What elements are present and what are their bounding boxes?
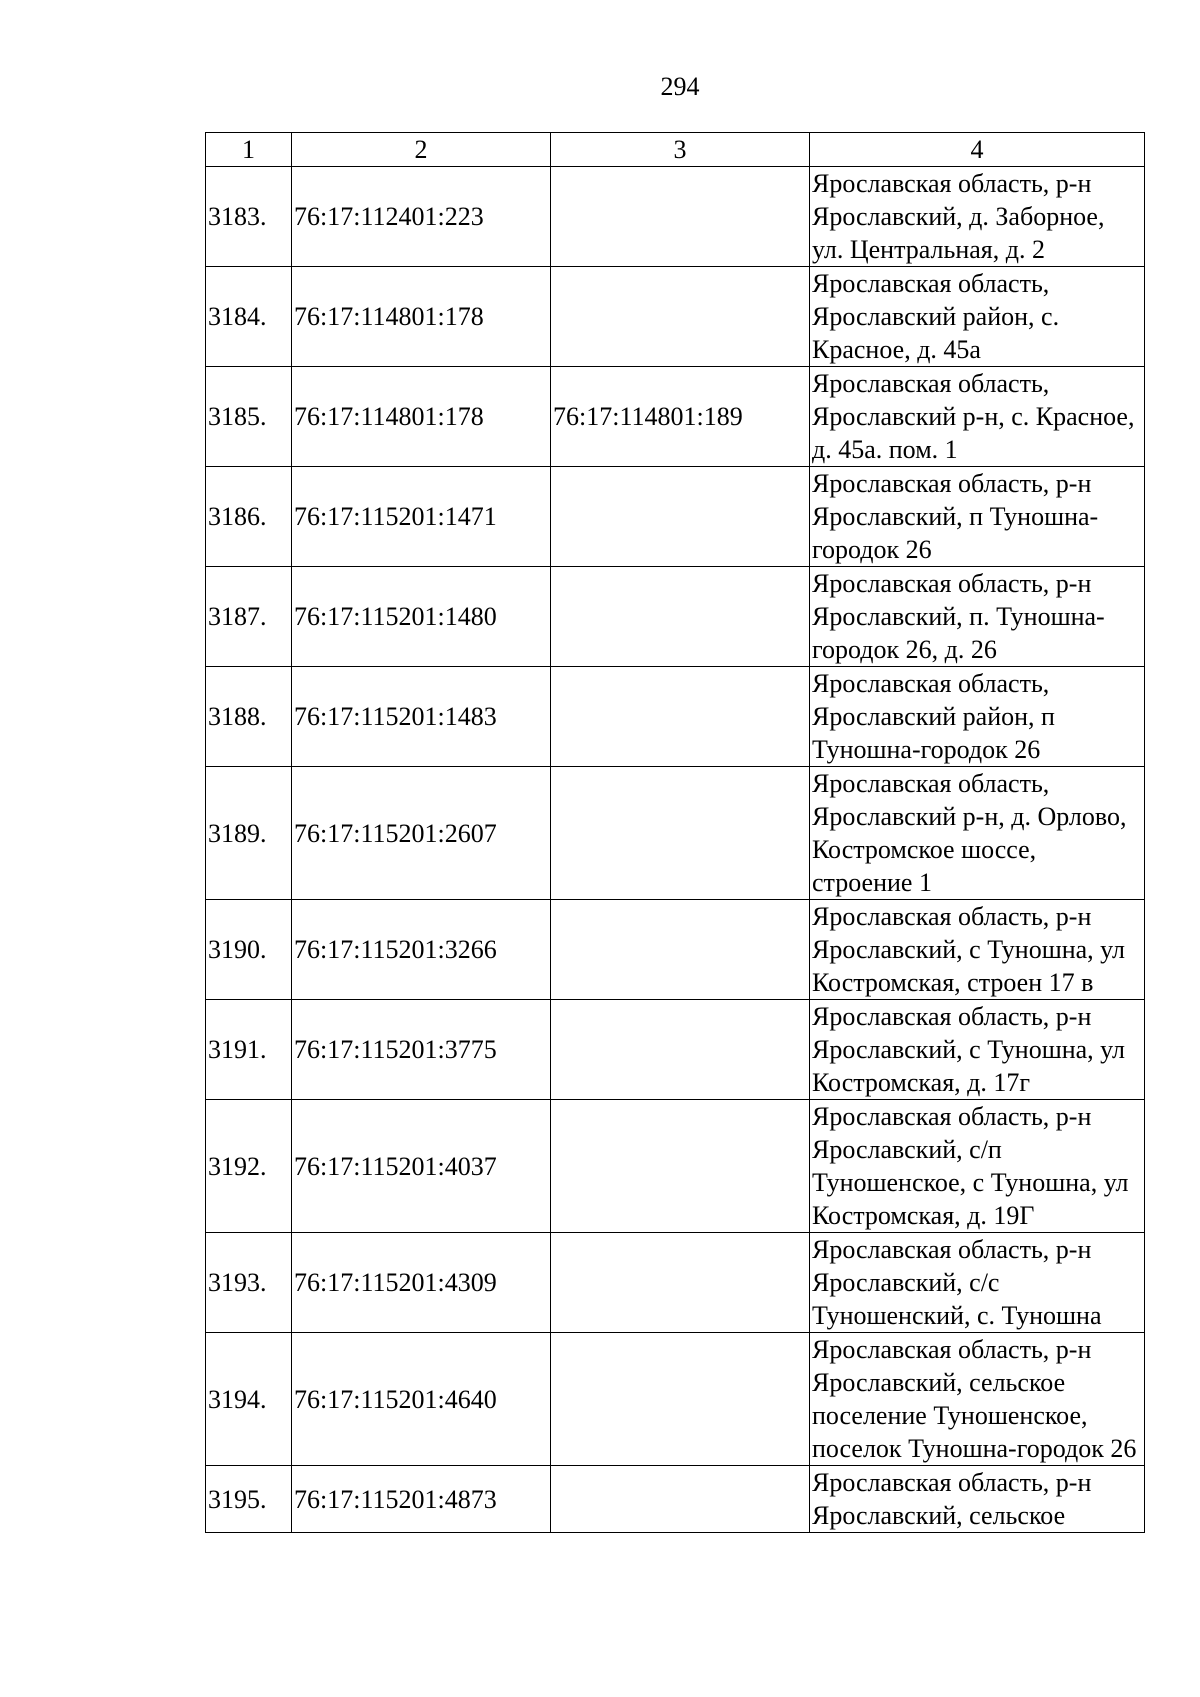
cadastral-number: 76:17:115201:1483 bbox=[292, 667, 551, 767]
cadastral-number: 76:17:115201:4640 bbox=[292, 1333, 551, 1466]
row-number: 3190. bbox=[206, 900, 292, 1000]
cadastral-number: 76:17:115201:4037 bbox=[292, 1100, 551, 1233]
address: Ярославская область, р-н Ярославский, сельское bbox=[810, 1466, 1145, 1533]
header-cell-2: 2 bbox=[292, 133, 551, 167]
row-number: 3194. bbox=[206, 1333, 292, 1466]
cadastral-number: 76:17:115201:3775 bbox=[292, 1000, 551, 1100]
related-cadastral-number bbox=[551, 1333, 810, 1466]
table-row bbox=[206, 1333, 1145, 1466]
table-row bbox=[206, 1100, 1145, 1233]
related-cadastral-number bbox=[551, 1466, 810, 1533]
row-number: 3191. bbox=[206, 1000, 292, 1100]
table-row bbox=[206, 900, 1145, 1000]
row-number: 3184. bbox=[206, 267, 292, 367]
related-cadastral-number bbox=[551, 167, 810, 267]
cadastral-number: 76:17:115201:4873 bbox=[292, 1466, 551, 1533]
related-cadastral-number bbox=[551, 467, 810, 567]
row-number: 3186. bbox=[206, 467, 292, 567]
row-number: 3183. bbox=[206, 167, 292, 267]
header-row bbox=[206, 133, 1145, 167]
header-cell-4: 4 bbox=[810, 133, 1145, 167]
address: Ярославская область, Ярославский р-н, д. Орлово, Костромское шоссе, строение 1 bbox=[810, 767, 1145, 900]
cadastral-number: 76:17:115201:4309 bbox=[292, 1233, 551, 1333]
address: Ярославская область, р-н Ярославский, с Туношна, ул Костромская, д. 17г bbox=[810, 1000, 1145, 1100]
registry-table bbox=[205, 132, 1145, 1533]
row-number: 3189. bbox=[206, 767, 292, 900]
address: Ярославская область, р-н Ярославский, п Туношна-городок 26 bbox=[810, 467, 1145, 567]
table-row bbox=[206, 1233, 1145, 1333]
related-cadastral-number: 76:17:114801:189 bbox=[551, 367, 810, 467]
header-cell-1: 1 bbox=[206, 133, 292, 167]
header-cell-3: 3 bbox=[551, 133, 810, 167]
cadastral-number: 76:17:114801:178 bbox=[292, 267, 551, 367]
address: Ярославская область, р-н Ярославский, с/п Туношенское, с Туношна, ул Костромская, д. 19Г bbox=[810, 1100, 1145, 1233]
row-number: 3192. bbox=[206, 1100, 292, 1233]
address: Ярославская область, р-н Ярославский, с/с Туношенский, с. Туношна bbox=[810, 1233, 1145, 1333]
related-cadastral-number bbox=[551, 1100, 810, 1233]
table-row bbox=[206, 467, 1145, 567]
address: Ярославская область, р-н Ярославский, с Туношна, ул Костромская, строен 17 в bbox=[810, 900, 1145, 1000]
address: Ярославская область, Ярославский район, п Туношна-городок 26 bbox=[810, 667, 1145, 767]
related-cadastral-number bbox=[551, 567, 810, 667]
page-number: 294 bbox=[660, 72, 700, 101]
table-row bbox=[206, 1466, 1145, 1533]
cadastral-number: 76:17:115201:3266 bbox=[292, 900, 551, 1000]
related-cadastral-number bbox=[551, 267, 810, 367]
address: Ярославская область, Ярославский район, с. Красное, д. 45а bbox=[810, 267, 1145, 367]
related-cadastral-number bbox=[551, 667, 810, 767]
cadastral-number: 76:17:115201:2607 bbox=[292, 767, 551, 900]
related-cadastral-number bbox=[551, 900, 810, 1000]
table-row bbox=[206, 567, 1145, 667]
table-row bbox=[206, 167, 1145, 267]
cadastral-number: 76:17:115201:1471 bbox=[292, 467, 551, 567]
table-row bbox=[206, 767, 1145, 900]
cadastral-number: 76:17:112401:223 bbox=[292, 167, 551, 267]
row-number: 3185. bbox=[206, 367, 292, 467]
address: Ярославская область, р-н Ярославский, д. Заборное, ул. Центральная, д. 2 bbox=[810, 167, 1145, 267]
address: Ярославская область, р-н Ярославский, п. Туношна-городок 26, д. 26 bbox=[810, 567, 1145, 667]
table-row bbox=[206, 667, 1145, 767]
row-number: 3187. bbox=[206, 567, 292, 667]
cadastral-number: 76:17:115201:1480 bbox=[292, 567, 551, 667]
table-row bbox=[206, 267, 1145, 367]
row-number: 3193. bbox=[206, 1233, 292, 1333]
table-row bbox=[206, 1000, 1145, 1100]
related-cadastral-number bbox=[551, 767, 810, 900]
related-cadastral-number bbox=[551, 1233, 810, 1333]
table-row bbox=[206, 367, 1145, 467]
row-number: 3188. bbox=[206, 667, 292, 767]
row-number: 3195. bbox=[206, 1466, 292, 1533]
cadastral-number: 76:17:114801:178 bbox=[292, 367, 551, 467]
related-cadastral-number bbox=[551, 1000, 810, 1100]
address: Ярославская область, Ярославский р-н, с. Красное, д. 45а. пом. 1 bbox=[810, 367, 1145, 467]
address: Ярославская область, р-н Ярославский, сельское поселение Туношенское, поселок Туношна-городок 26 bbox=[810, 1333, 1145, 1466]
